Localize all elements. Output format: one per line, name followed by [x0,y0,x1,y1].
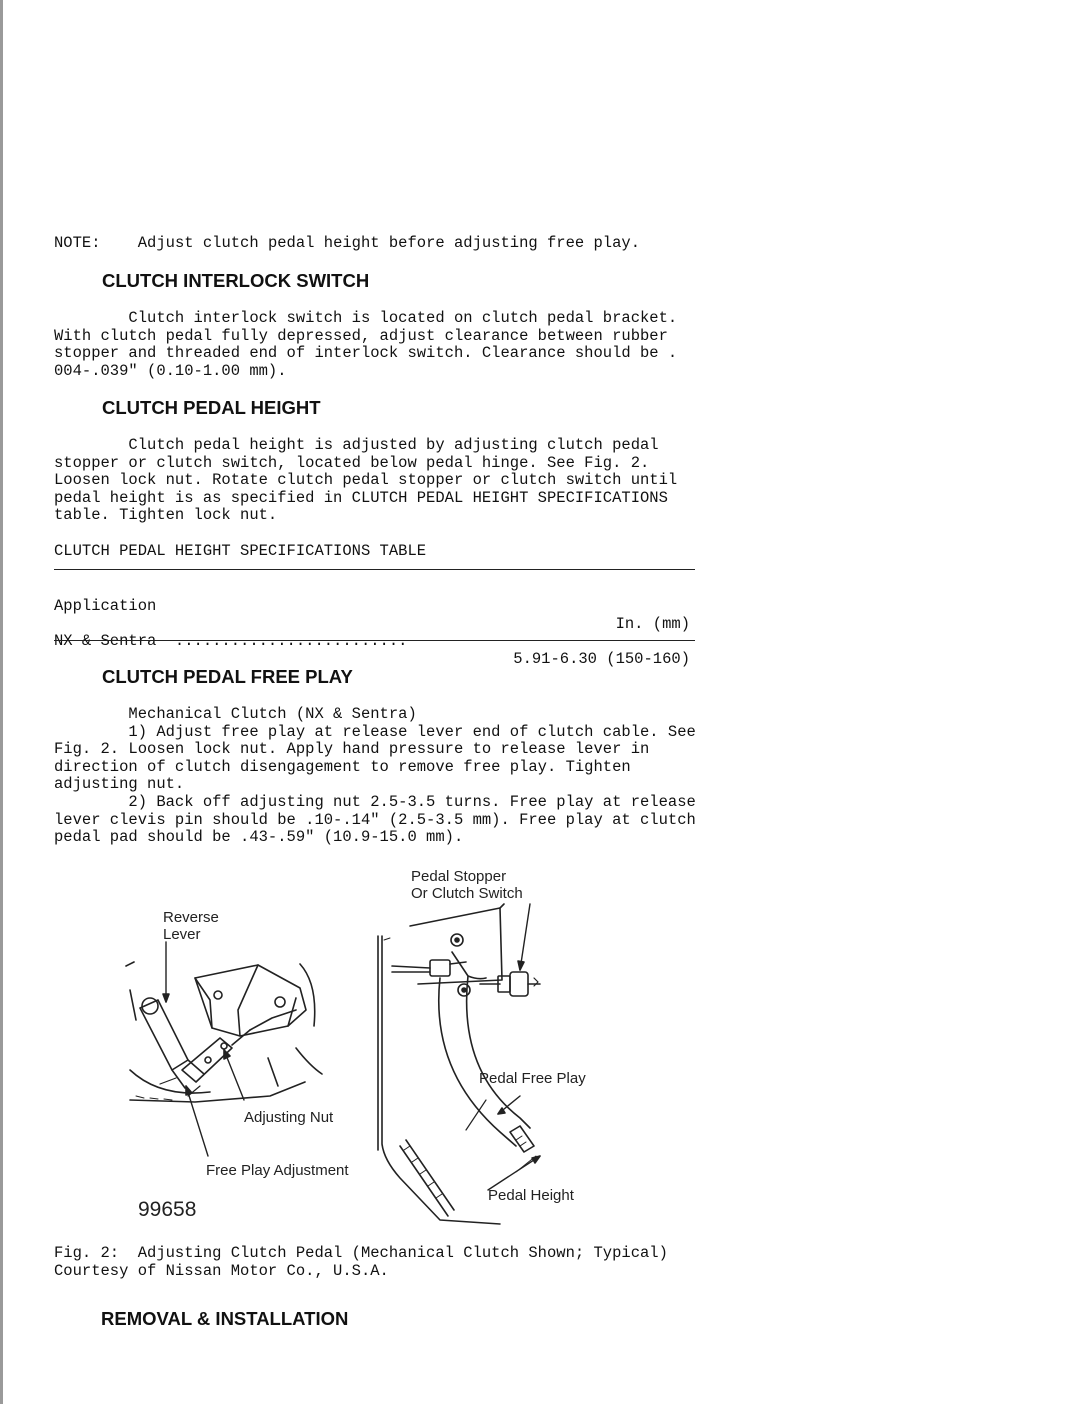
label-reverse: Reverse [163,909,219,926]
table-header-units: In. (mm) [615,615,690,633]
clutch-pedal-drawing [378,904,540,1224]
paragraph-line: lever clevis pin should be .10-.14" (2.5-3.5 mm). Free play at clutch [54,810,696,829]
interlock-heading: CLUTCH INTERLOCK SWITCH [102,270,370,291]
table-header-row [54,579,690,633]
caption-line: Fig. 2: Adjusting Clutch Pedal (Mechanical Clutch Shown; Typical) [54,1244,668,1262]
paragraph-line: 2) Back off adjusting nut 2.5-3.5 turns. Free play at release [54,792,696,811]
label-pedal-stopper: Pedal Stopper [411,868,507,885]
caption-credit: Courtesy of Nissan Motor Co., U.S.A. [54,1261,389,1280]
label-free-play-adjustment: Free Play Adjustment [206,1162,349,1179]
interlock-paragraph [54,310,677,380]
height-heading: CLUTCH PEDAL HEIGHT [102,397,321,418]
paragraph-line: table. Tighten lock nut. [54,506,278,525]
page-edge [0,0,3,1404]
note-line [54,235,640,253]
table-row [54,614,690,668]
paragraph-line: Clutch pedal height is adjusted by adjusting clutch pedal [54,436,659,454]
note-text: Adjust clutch pedal height before adjusting free play. [137,234,641,252]
label-lever: Lever [163,926,201,943]
paragraph-line: 1) Adjust free play at release lever end of clutch cable. See [54,722,696,741]
label-pedal-free-play: Pedal Free Play [479,1070,586,1087]
freeplay-paragraph [54,706,696,847]
table-bottom-rule [54,640,695,641]
freeplay-heading: CLUTCH PEDAL FREE PLAY [102,666,353,687]
table-title: CLUTCH PEDAL HEIGHT SPECIFICATIONS TABLE [54,542,427,560]
paragraph-line: Mechanical Clutch (NX & Sentra) [54,705,417,723]
paragraph-line: pedal height is as specified in CLUTCH PEDAL HEIGHT SPECIFICATIONS [54,488,668,507]
removal-heading: REMOVAL & INSTALLATION [101,1308,349,1329]
label-clutch-switch: Or Clutch Switch [411,885,523,902]
figure-number: 99658 [138,1198,197,1221]
height-paragraph [54,437,677,525]
label-pedal-height: Pedal Height [488,1187,574,1204]
clutch-pedal-figure [100,860,620,1245]
table-cell-value: 5.91-6.30 (150-160) [513,650,690,668]
paragraph-line: Clutch interlock switch is located on clutch pedal bracket. [54,309,678,327]
paragraph-line: With clutch pedal fully depressed, adjust clearance between rubber [54,326,668,345]
paragraph-line: pedal pad should be .43-.59" (10.9-15.0 mm). [54,828,464,847]
label-adjusting-nut: Adjusting Nut [244,1109,334,1126]
paragraph-line: direction of clutch disengagement to remove free play. Tighten [54,757,631,776]
figure-caption [54,1245,668,1280]
table-header-application: Application [54,597,157,615]
paragraph-line: 004-.039" (0.10-1.00 mm). [54,361,287,380]
note-label: NOTE: [54,234,101,252]
paragraph-line: stopper or clutch switch, located below pedal hinge. See Fig. 2. [54,453,650,472]
paragraph-line: Loosen lock nut. Rotate clutch pedal stopper or clutch switch until [54,471,678,490]
paragraph-line: stopper and threaded end of interlock switch. Clearance should be . [54,344,678,363]
paragraph-line: Fig. 2. Loosen lock nut. Apply hand pressure to release lever in [54,740,650,759]
paragraph-line: adjusting nut. [54,775,185,794]
table-cell-application: NX & Sentra ......................... [54,632,408,650]
table-top-rule [54,569,695,570]
